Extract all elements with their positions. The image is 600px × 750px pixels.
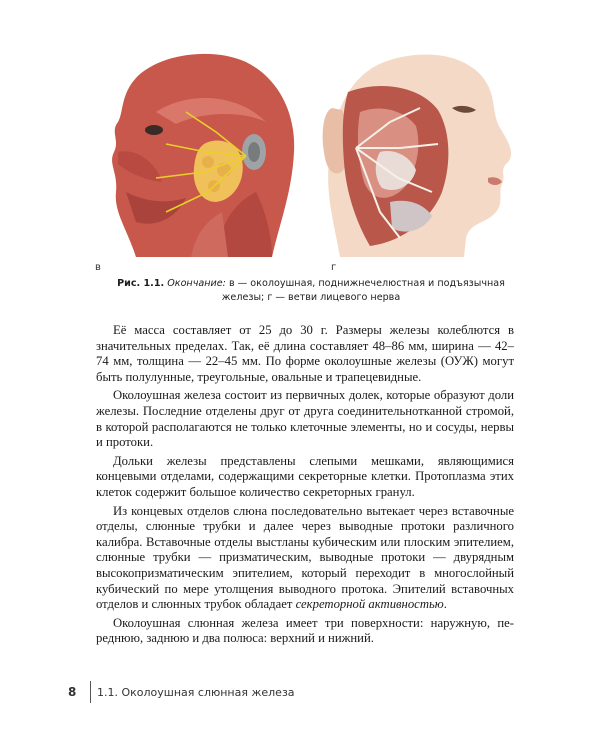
paragraph-4-italic: секреторной активностью: [295, 597, 444, 612]
main-text: [96, 323, 514, 650]
page-number: 8: [68, 685, 77, 699]
caption-italic: Окончание:: [167, 278, 226, 289]
figure: [96, 52, 518, 257]
paragraph-4: [96, 504, 514, 613]
paragraph-5: Околоушная слюнная железа имеет три поверхности: наружную, переднюю, заднюю и два полюса: верхний и нижний.: [96, 615, 514, 646]
caption-label: Рис. 1.1.: [117, 278, 165, 289]
figure-panel-g-letter: г: [331, 262, 337, 273]
paragraph-2: Околоушная железа состоит из первичных долек, которые образуют доли железы. Последние отделены друг от друга соединительнотканной стромой, в которой располагаются не только клеточные элементы, но и сосуды, нервы и протоки.: [96, 388, 514, 450]
footer-divider: [90, 681, 91, 703]
figure-caption: [96, 277, 526, 305]
figure-panel-v-letter: в: [95, 262, 101, 273]
paragraph-4-end: .: [443, 597, 447, 612]
figure-panel-v-illustration: [96, 52, 308, 257]
paragraph-1: Её масса составляет от 25 до 30 г. Размеры железы колеблются в значительных пределах. Так, её длина составляет 48–86 мм, ширина — 42–74 мм, толщина — 22–45 мм. По форме околоушные железы (ОУЖ) могут быть полулунные, треугольные, овальные и трапецевидные.: [96, 323, 514, 384]
running-head: 1.1. Околоушная слюнная железа: [97, 685, 295, 699]
paragraph-3: Дольки железы представлены слепыми мешками, являющимися концевыми отделами, содержащими секреторные клетки. Протоплазма этих клеток содержит большое количество секреторных гранул.: [96, 453, 514, 499]
page-footer: [68, 681, 295, 703]
paragraph-4-text: Из концевых отделов слюна последовательно вытекает через вставочные отделы, слюнные трубки и далее через выводные протоки различного калибра. Вставочные отделы выстланы кубическим или плоским эпителием, слюнные трубки — призматическим, выводные протоки — двурядным высокопризматическим эпителием, который переходит в многослойный кубический по мере утолщения выводного протока. Эпителий вставочных отделов и слюнных трубок обладает: [96, 503, 514, 612]
caption-text: в — околоушная, поднижнечелюстная и подъязычная железы; г — ветви лицевого нерва: [221, 278, 505, 303]
figure-panel-g-illustration: [320, 52, 518, 257]
